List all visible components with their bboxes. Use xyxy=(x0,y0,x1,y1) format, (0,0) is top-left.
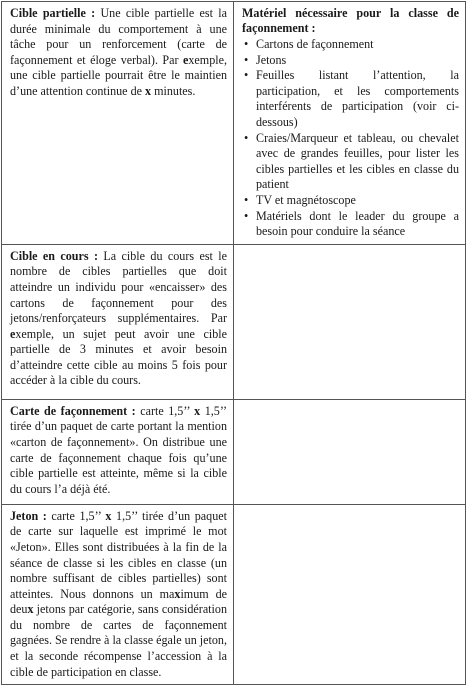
list-item: • Cartons de façonnement xyxy=(242,37,459,53)
table-row xyxy=(2,2,466,245)
definitions-table xyxy=(1,1,466,685)
materials-cell xyxy=(234,2,466,245)
definition-text: x xyxy=(27,602,34,617)
definition-text: e xyxy=(183,52,189,67)
definition-text: 1,5’’ tirée d’un paquet de carte portant la mention «carton de façonnement». On distribue une carte de façonnement chaque fois qu’une cible partielle est atteinte, même si la cible du cours l’a déjà été. xyxy=(10,403,227,496)
list-item: • TV et magnétoscope xyxy=(242,193,459,209)
table-row xyxy=(2,504,466,685)
list-item: • Craies/Marqueur et tableau, ou chevalet avec de grandes feuilles, pour lister les cibles partielles et les cibles en classe du patient xyxy=(242,131,459,193)
definition-cell-cible-partielle xyxy=(2,2,234,245)
definition-text: minutes. xyxy=(151,83,196,98)
definition-text: La cible du cours est le nombre de cibles partielles que doit atteindre un individu pour «encaisser» des cartons de façonnement pour des jetons/renforçateurs supplémentaires. Par xyxy=(10,248,227,326)
term-cible-en-cours: Cible en cours : xyxy=(10,248,99,263)
list-item: • Jetons xyxy=(242,53,459,69)
term-jeton: Jeton : xyxy=(10,508,47,523)
empty-cell xyxy=(234,399,466,504)
definition-cell-cible-en-cours xyxy=(2,244,234,399)
definition-text: Une cible partielle est la durée minimale du comportement à une tâche pour un renforcement (carte de façonnement et éloge verbal). Par xyxy=(10,6,228,67)
list-item: • Feuilles listant l’attention, la participation, et les comportements interférents de participation (voir ci-dessous) xyxy=(242,68,459,130)
table-row xyxy=(2,399,466,504)
definition-text: x xyxy=(174,586,181,601)
materials-heading: Matériel nécessaire pour la classe de façonnement : xyxy=(242,6,459,35)
definition-text: xemple, un sujet peut avoir une cible partielle de 3 minutes et avoir besoin d’atteindre cette cible au moins 5 fois pour accéder à la cible du cours. xyxy=(10,326,227,388)
definition-text: e xyxy=(10,326,16,341)
definition-text: carte 1,5’’ xyxy=(51,508,106,523)
list-item: • Matériels dont le leader du groupe a besoin pour conduire la séance xyxy=(242,209,459,240)
empty-cell xyxy=(234,244,466,399)
definition-cell-jeton xyxy=(2,504,234,685)
term-cible-partielle: Cible partielle : xyxy=(10,6,96,20)
definition-text: carte 1,5’’ xyxy=(140,403,195,418)
definition-text: x xyxy=(145,83,152,98)
definition-text: xemple, une cible partielle pourrait être le maintien d’une attention continue de xyxy=(10,52,227,98)
term-carte-de-faconnement: Carte de façonnement : xyxy=(10,403,136,418)
definition-text: imum de deu xyxy=(10,586,227,617)
table-row xyxy=(2,244,466,399)
definition-text: x xyxy=(105,508,112,523)
definition-text: jetons par catégorie, sans considération du nombre de cartes de façonnement gagnées. Se rendre à la classe égale un jeton, et la seconde récompense l’accession à la cible de participation en classe. xyxy=(10,602,227,679)
definition-text: x xyxy=(194,403,201,418)
definition-cell-carte-de-faconnement xyxy=(2,399,234,504)
empty-cell xyxy=(234,504,466,685)
definition-text: 1,5’’ tirée d’un paquet de carte sur laquelle est imprimé le mot «Jeton». Elles sont distribuées à la fin de la séance de classe si les cibles en classe (un nombre suffisant de cibles partielles) sont atteintes. Nous donnons un ma xyxy=(10,508,227,601)
materials-list xyxy=(242,37,459,240)
